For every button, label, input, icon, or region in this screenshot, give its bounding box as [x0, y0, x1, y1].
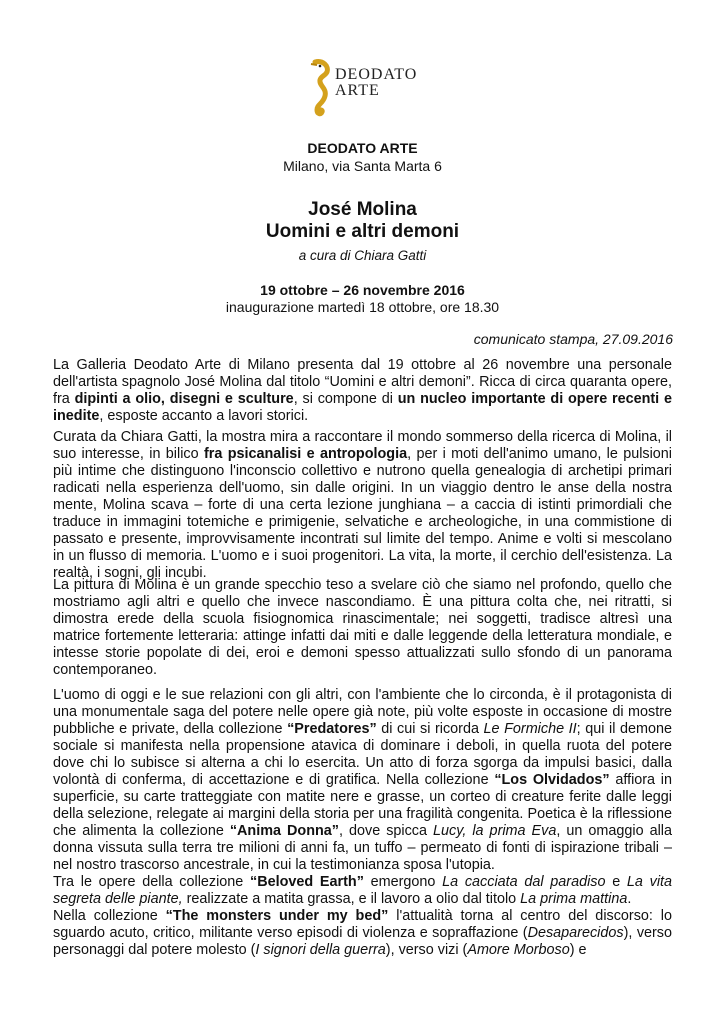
- text-span: Curata da Chiara Gatti, la mostra mira a raccontare il mondo sommerso della ricerca di Molina, il suo interesse, in bilico: [53, 429, 672, 462]
- exhibition-dates: 19 ottobre – 26 novembre 2016: [260, 282, 465, 298]
- text-span: ; qui il demone sociale si manifesta nella propensione atavica di dominare i deboli, in quella ruota del potere dove chi lo subisce si alterna a chi lo esercita. Un atto di forza sgorga da impulsi basici, dalla volontà di conferma, di accettazione e di gratifica. Nella collezione: [53, 721, 672, 788]
- text-span: La Galleria Deodato Arte di Milano presenta dal 19 ottobre al 26 novembre una personale dell'artista spagnolo José Molina dal titolo “Uomini e altri demoni”. Ricca di circa quaranta opere, fra: [53, 357, 672, 407]
- text-span: affiora in superficie, su carte tratteggiate con matite nere e grasse, un corteo di creature ferite dalle leggi della selezione, relegate ai margini della storia per una fragilità congenita. Poetica è la riflessione che alimenta la collezione: [53, 772, 672, 839]
- text-span: Nella collezione: [53, 908, 166, 924]
- opening-info: inaugurazione martedì 18 ottobre, ore 18.30: [225, 299, 500, 315]
- paragraph-collections: [53, 687, 672, 959]
- italic-span: I signori della guerra: [255, 942, 386, 958]
- text-span: l'attualità torna al centro del discorso: lo sguardo acuto, critico, militante verso episodi di violenza e sopraffazione (: [53, 908, 672, 941]
- text-span: L'uomo di oggi e le sue relazioni con gli altri, con l'ambiente che lo circonda, è il protagonista di una monumentale saga del potere nelle opere già note, più volte esposte in occasione di mostre pubbliche e private, della collezione: [53, 687, 672, 737]
- bold-span: “Los Olvidados”: [494, 772, 610, 788]
- paragraph-painting: [53, 577, 672, 679]
- italic-span: Le Formiche II: [483, 721, 577, 737]
- text-span: realizzate a matita grassa, e il lavoro a olio dal titolo: [182, 891, 521, 907]
- text-span: , si compone di: [293, 391, 398, 407]
- logo-text-line2: ARTE: [335, 82, 380, 99]
- bold-span: dipinti a olio, disegni e sculture: [74, 391, 294, 407]
- text-span: emergono: [363, 874, 443, 890]
- text-span: , dove spicca: [338, 823, 434, 839]
- gallery-logo: [305, 58, 418, 122]
- bold-span: fra psicanalisi e antropologia: [203, 446, 408, 462]
- text-span: , esposte accanto a lavori storici.: [99, 408, 309, 424]
- paragraph-intro: [53, 357, 672, 425]
- italic-span: La prima mattina: [520, 891, 628, 907]
- bold-span: “Beloved Earth”: [250, 874, 364, 890]
- logo-text-line1: DEODATO: [335, 66, 418, 83]
- bold-span: “The monsters under my bed”: [165, 908, 389, 924]
- italic-span: Lucy, la prima Eva: [433, 823, 557, 839]
- text-span: Tra le opere della collezione: [53, 874, 251, 890]
- italic-span: Desaparecidos: [527, 925, 624, 941]
- italic-span: La vita segreta delle piante,: [53, 874, 673, 907]
- text-span: e: [605, 874, 627, 890]
- text-span: La pittura di Molina è un grande specchio teso a svelare ciò che siamo nel profondo, quello che mostriamo agli altri e quello che invece nascondiamo. È una pittura colta che, nei ritratti, si dimostra erede della scuola fisiognomica rinascimentale; nei soggetti, tradisce altresì una matrice fortemente letteraria: attinge infatti dai miti e dalle leggende della letteratura mondiale, e intesse storie popolate di dei, eroi e demoni spesso attualizzati sullo sfondo di un panorama contemporaneo.: [53, 577, 672, 678]
- italic-span: La cacciata dal paradiso: [442, 874, 606, 890]
- text-span: , per i moti dell'animo umano, le pulsioni più intime che distinguono l'inconscio collettivo e nutrono quella genealogia di archetipi primari radicati nella esperienza dell'uomo, sin dalle origini. In un viaggio dentro le anse della nostra mente, Molina scava – forte di una certa lezione junghiana – a caccia di istinti primordiali che traduce in immagini totemiche e primigenie, selvatiche e archeologiche, in una commistione di passato e presente, improvvisamente incontrati sul limite del tempo. Anime e volti si mescolano in un flusso di memoria. L'uomo e i suoi progenitori. La vita, la morte, il cerchio dell'esistenza. La realtà, i sogni, gli incubi.: [53, 446, 673, 581]
- seahorse-icon: [305, 58, 335, 118]
- bold-span: “Anima Donna”: [229, 823, 339, 839]
- text-span: , un omaggio alla donna vissuta sulla terra tre milioni di anni fa, un tuffo – permeato di fonti di ispirazione tribali – nel nostro trascorso ancestrale, in cui la testimonianza sposa l'utopia.: [53, 823, 672, 873]
- curator-line: a cura di Chiara Gatti: [298, 248, 427, 263]
- gallery-address: Milano, via Santa Marta 6: [283, 158, 442, 174]
- artist-name: José Molina: [308, 199, 417, 220]
- bold-span: un nucleo importante di opere recenti e inedite: [53, 391, 672, 424]
- exhibition-title: Uomini e altri demoni: [265, 221, 460, 242]
- paragraph-curator: [53, 429, 672, 582]
- gallery-name: DEODATO ARTE: [307, 140, 418, 156]
- text-span: di cui si ricorda: [376, 721, 484, 737]
- text-span: .: [627, 891, 632, 907]
- text-span: ), verso vizi (: [385, 942, 468, 958]
- press-release-date: comunicato stampa, 27.09.2016: [473, 331, 673, 347]
- bold-span: “Predatores”: [287, 721, 377, 737]
- italic-span: Amore Morboso: [467, 942, 570, 958]
- text-span: ), verso personaggi dal potere molesto (: [53, 925, 673, 958]
- text-span: ) e: [569, 942, 587, 958]
